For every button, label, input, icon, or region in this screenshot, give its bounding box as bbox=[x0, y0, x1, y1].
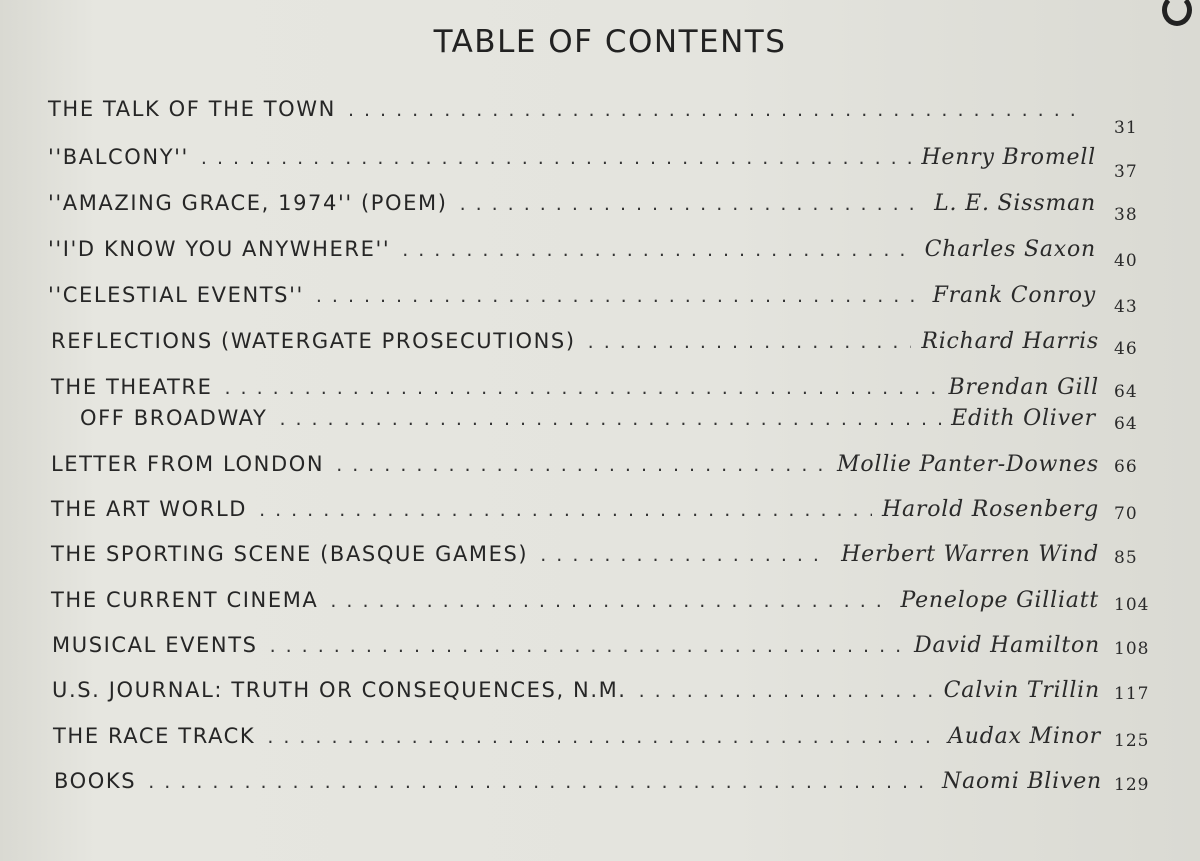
dot-leader bbox=[201, 147, 911, 169]
toc-page-number: 66 bbox=[1114, 457, 1138, 477]
toc-entry-author: Edith Oliver bbox=[951, 406, 1096, 431]
toc-entry-author: David Hamilton bbox=[914, 633, 1100, 658]
page-edge-mark bbox=[1162, 0, 1192, 26]
toc-page-number: 40 bbox=[1114, 251, 1138, 271]
toc-page-number: 125 bbox=[1114, 731, 1150, 751]
toc-page-number: 104 bbox=[1114, 595, 1150, 615]
toc-page-number: 85 bbox=[1114, 548, 1138, 568]
toc-entry-the-race-track bbox=[53, 724, 1101, 754]
toc-page-number: 64 bbox=[1114, 414, 1138, 434]
dot-leader bbox=[267, 726, 938, 748]
toc-entry-the-sporting-scene bbox=[51, 542, 1099, 572]
toc-entry-author: Henry Bromell bbox=[921, 145, 1096, 170]
toc-entry-author: Naomi Bliven bbox=[942, 769, 1102, 794]
toc-entry-author: Penelope Gilliatt bbox=[900, 588, 1099, 613]
toc-entry-title: THE ART WORLD bbox=[51, 497, 248, 521]
toc-entry-title: U.S. JOURNAL: TRUTH OR CONSEQUENCES, N.M. bbox=[52, 678, 627, 702]
toc-entry-title: ''I'D KNOW YOU ANYWHERE'' bbox=[48, 237, 391, 261]
toc-page-number: 129 bbox=[1114, 775, 1150, 795]
toc-entry-title: THE TALK OF THE TOWN bbox=[48, 97, 336, 121]
toc-entry-off-broadway bbox=[80, 406, 1096, 436]
dot-leader bbox=[316, 285, 923, 307]
toc-entry-balcony bbox=[48, 145, 1096, 175]
dot-leader bbox=[336, 454, 827, 476]
toc-page-number: 38 bbox=[1114, 205, 1138, 225]
toc-entry-letter-from-london bbox=[51, 452, 1099, 482]
toc-entry-author: Richard Harris bbox=[921, 329, 1099, 354]
toc-entry-author: Mollie Panter-Downes bbox=[837, 452, 1099, 477]
toc-page-number: 46 bbox=[1114, 339, 1138, 359]
toc-entry-title: LETTER FROM LONDON bbox=[51, 452, 325, 476]
toc-page-number: 70 bbox=[1114, 504, 1138, 524]
toc-entry-title: MUSICAL EVENTS bbox=[52, 633, 258, 657]
toc-entry-us-journal bbox=[52, 678, 1100, 708]
toc-entry-title: REFLECTIONS (WATERGATE PROSECUTIONS) bbox=[51, 329, 576, 353]
toc-page-number: 37 bbox=[1114, 162, 1138, 182]
dot-leader bbox=[348, 99, 1086, 121]
toc-entry-title: THE THEATRE bbox=[51, 375, 213, 399]
dot-leader bbox=[224, 377, 938, 399]
page-title: TABLE OF CONTENTS bbox=[433, 24, 787, 60]
dot-leader bbox=[279, 408, 941, 430]
toc-entry-title: THE RACE TRACK bbox=[53, 724, 256, 748]
toc-entry-celestial-events bbox=[48, 283, 1096, 313]
toc-entry-id-know-you-anywhere bbox=[48, 237, 1096, 267]
toc-page-number: 64 bbox=[1114, 382, 1138, 402]
toc-entry-author: L. E. Sissman bbox=[934, 191, 1096, 216]
toc-entry-musical-events bbox=[52, 633, 1100, 663]
toc-entry-author: Audax Minor bbox=[948, 724, 1101, 749]
toc-page-number: 117 bbox=[1114, 684, 1150, 704]
dot-leader bbox=[402, 239, 914, 261]
toc-entry-author: Brendan Gill bbox=[948, 375, 1099, 400]
toc-entry-title: ''AMAZING GRACE, 1974'' (POEM) bbox=[48, 191, 448, 215]
dot-leader bbox=[540, 544, 831, 566]
dot-leader bbox=[639, 680, 934, 702]
dot-leader bbox=[588, 331, 912, 353]
toc-entry-the-theatre bbox=[51, 375, 1099, 405]
dot-leader bbox=[460, 193, 925, 215]
toc-page-number: 31 bbox=[1114, 118, 1138, 138]
toc-entry-author: Calvin Trillin bbox=[943, 678, 1100, 703]
toc-entry-title: BOOKS bbox=[54, 769, 137, 793]
dot-leader bbox=[148, 771, 932, 793]
toc-entry-reflections bbox=[51, 329, 1099, 359]
toc-entry-the-art-world bbox=[51, 497, 1099, 527]
toc-entry-the-current-cinema bbox=[51, 588, 1099, 618]
dot-leader bbox=[259, 499, 872, 521]
toc-entry-amazing-grace bbox=[48, 191, 1096, 221]
dot-leader bbox=[330, 590, 890, 612]
toc-entry-title: THE SPORTING SCENE (BASQUE GAMES) bbox=[51, 542, 529, 566]
toc-page-number: 43 bbox=[1114, 297, 1138, 317]
toc-entry-title: ''BALCONY'' bbox=[48, 145, 189, 169]
toc-entry-author: Herbert Warren Wind bbox=[841, 542, 1099, 567]
toc-entry-author: Frank Conroy bbox=[932, 283, 1096, 308]
toc-entry-author: Harold Rosenberg bbox=[882, 497, 1099, 522]
toc-entry-title: ''CELESTIAL EVENTS'' bbox=[48, 283, 304, 307]
toc-entry-talk-of-the-town bbox=[48, 97, 1096, 127]
toc-page-number: 108 bbox=[1114, 639, 1150, 659]
toc-entry-title: OFF BROADWAY bbox=[80, 406, 268, 430]
dot-leader bbox=[270, 635, 904, 657]
toc-entry-books bbox=[54, 769, 1102, 799]
toc-entry-title: THE CURRENT CINEMA bbox=[51, 588, 319, 612]
toc-entry-author: Charles Saxon bbox=[924, 237, 1096, 262]
